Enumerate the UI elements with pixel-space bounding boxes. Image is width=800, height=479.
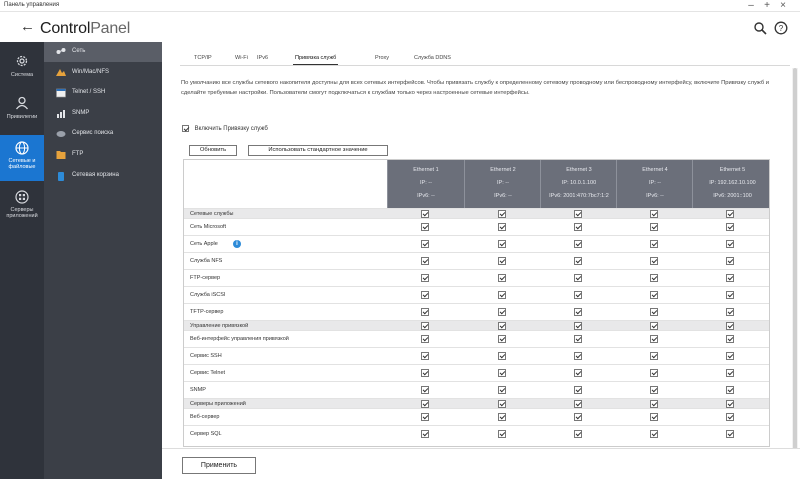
interface-name: Ethernet 4: [642, 167, 668, 173]
menu-item-label: Сеть: [72, 48, 86, 54]
tab-service-binding[interactable]: Привязка служб: [293, 52, 338, 66]
service-label: Сервер SQL: [190, 431, 222, 437]
binding-checkbox[interactable]: [574, 257, 582, 265]
interface-ipv6: IPv6: 2001:470:7bc7:1:2: [549, 193, 609, 199]
table-row: [184, 347, 770, 364]
binding-checkbox[interactable]: [421, 335, 429, 343]
app-header: [0, 12, 800, 42]
interface-ipv6: IPv6: --: [494, 193, 512, 199]
service-label: FTP-сервер: [190, 275, 221, 281]
binding-checkbox[interactable]: [726, 400, 734, 408]
binding-checkbox[interactable]: [574, 400, 582, 408]
interface-ip: IP: 10.0.1.100: [561, 180, 597, 186]
binding-checkbox[interactable]: [650, 274, 658, 282]
enable-binding-label: Включить Привязку служб: [194, 126, 268, 133]
column-header-ethernet-1: [387, 160, 464, 208]
column-header-ethernet-5: [692, 160, 770, 208]
info-icon[interactable]: i: [233, 240, 241, 248]
service-label: TFTP-сервер: [190, 309, 224, 315]
interface-ip: IP: 192.162.10.100: [709, 180, 756, 186]
binding-checkbox[interactable]: [650, 257, 658, 265]
binding-checkbox[interactable]: [650, 223, 658, 231]
help-icon[interactable]: [774, 21, 788, 35]
binding-checkbox[interactable]: [574, 240, 582, 248]
service-label: Служба NFS: [190, 258, 223, 264]
service-label: Служба iSCSI: [190, 292, 226, 298]
footer-bar: [162, 448, 800, 479]
binding-checkbox[interactable]: [421, 400, 429, 408]
interface-ipv6: IPv6: --: [417, 193, 435, 199]
column-header-ethernet-3: [540, 160, 617, 208]
interface-name: Ethernet 3: [566, 167, 592, 173]
group-label: Серверы приложений: [190, 401, 246, 407]
binding-checkbox[interactable]: [574, 291, 582, 299]
menu-item-snmp[interactable]: [44, 104, 162, 124]
app-logo: ControlPanel: [40, 20, 131, 37]
binding-checkbox[interactable]: [726, 210, 734, 218]
network-icon: [56, 47, 66, 57]
binding-checkbox[interactable]: [726, 386, 734, 394]
column-header-ethernet-2: [464, 160, 541, 208]
binding-checkbox[interactable]: [421, 240, 429, 248]
interface-ip: IP: --: [649, 180, 661, 186]
interface-name: Ethernet 2: [490, 167, 516, 173]
binding-checkbox[interactable]: [574, 223, 582, 231]
column-header-ethernet-4: [616, 160, 693, 208]
table-row: [184, 408, 770, 425]
maximize-button[interactable]: +: [764, 0, 770, 11]
binding-checkbox[interactable]: [421, 291, 429, 299]
rail-item-label: Серверы приложений: [6, 207, 38, 219]
binding-checkbox[interactable]: [421, 352, 429, 360]
binding-checkbox[interactable]: [726, 413, 734, 421]
content-scrollbar[interactable]: [792, 68, 798, 453]
binding-checkbox[interactable]: [498, 386, 506, 394]
tab-proxy[interactable]: Proxy: [375, 55, 390, 61]
binding-checkbox[interactable]: [574, 386, 582, 394]
table-header: [184, 160, 770, 208]
binding-checkbox[interactable]: [726, 352, 734, 360]
menu-item-ftp[interactable]: [44, 145, 162, 165]
binding-checkbox[interactable]: [421, 413, 429, 421]
binding-checkbox[interactable]: [650, 352, 658, 360]
table-group-row: [184, 320, 770, 330]
binding-checkbox[interactable]: [726, 240, 734, 248]
table-row: [184, 286, 770, 303]
window-titlebar: [0, 0, 800, 12]
menu-item-label: Telnet / SSH: [72, 89, 106, 95]
binding-checkbox[interactable]: [574, 335, 582, 343]
description-text: По умолчанию все службы сетевого накопителя доступны для всех сетевых интерфейсов. Чтобы привязать службу к определенному сетевому проводному или беспроводному интерфейсу, включите Привязку служб и сделайте требуемые настройки. Пользователи смогут подключаться к службам только через настроенные сетевые интерфейсы.: [181, 80, 770, 96]
binding-checkbox[interactable]: [650, 369, 658, 377]
rail-item-label: Привилегии: [6, 114, 38, 120]
table-row: [184, 269, 770, 286]
binding-checkbox[interactable]: [498, 413, 506, 421]
tab-ddns[interactable]: Служба DDNS: [414, 55, 451, 61]
search-icon[interactable]: [753, 21, 767, 35]
table-row: [184, 252, 770, 269]
binding-checkbox[interactable]: [726, 274, 734, 282]
enable-binding-checkbox-row[interactable]: [182, 125, 268, 132]
service-label: Веб-интерфейс управления привязкой: [190, 336, 289, 342]
binding-checkbox[interactable]: [498, 210, 506, 218]
binding-checkbox[interactable]: [726, 308, 734, 316]
interface-ip: IP: --: [420, 180, 432, 186]
globe-icon: [15, 141, 29, 155]
binding-checkbox[interactable]: [650, 386, 658, 394]
tab-tcp-ip[interactable]: TCP/IP: [194, 55, 212, 61]
binding-checkbox[interactable]: [498, 223, 506, 231]
svg-text:?: ?: [778, 24, 784, 33]
binding-checkbox[interactable]: [498, 369, 506, 377]
back-arrow-icon[interactable]: ←: [20, 18, 35, 35]
binding-checkbox[interactable]: [498, 400, 506, 408]
binding-checkbox[interactable]: [498, 291, 506, 299]
binding-checkbox[interactable]: [498, 308, 506, 316]
binding-checkbox[interactable]: [726, 430, 734, 438]
binding-checkbox[interactable]: [650, 413, 658, 421]
binding-checkbox[interactable]: [421, 386, 429, 394]
service-label: Сервис Telnet: [190, 370, 226, 376]
rail-item-privileges[interactable]: [0, 90, 44, 130]
binding-checkbox[interactable]: [726, 369, 734, 377]
binding-checkbox[interactable]: [498, 274, 506, 282]
binding-checkbox[interactable]: [574, 322, 582, 330]
window-title: Панель управления: [4, 2, 60, 8]
binding-checkbox[interactable]: [574, 413, 582, 421]
rail-item-system[interactable]: [0, 48, 44, 88]
group-label: Управление привязкой: [190, 323, 249, 329]
binding-checkbox[interactable]: [498, 257, 506, 265]
binding-checkbox[interactable]: [650, 291, 658, 299]
binding-checkbox[interactable]: [421, 308, 429, 316]
share-icon: [56, 68, 66, 78]
binding-checkbox[interactable]: [498, 352, 506, 360]
menu-item-network-recycle-bin[interactable]: [44, 166, 162, 186]
menu-item-label: FTP: [72, 151, 84, 157]
interface-ipv6: IPv6: 2001::100: [713, 193, 752, 199]
gear-icon: [15, 54, 29, 68]
binding-checkbox[interactable]: [574, 430, 582, 438]
menu-item-telnet-ssh[interactable]: [44, 83, 162, 103]
user-icon: [15, 96, 29, 110]
binding-checkbox[interactable]: [421, 223, 429, 231]
apps-icon: [15, 190, 29, 204]
rail-item-label: Сетевые и файловые: [8, 158, 36, 170]
table-group-row: [184, 398, 770, 408]
binding-checkbox[interactable]: [498, 335, 506, 343]
binding-checkbox[interactable]: [574, 352, 582, 360]
tab-ipv6[interactable]: IPv6: [257, 55, 269, 61]
interface-name: Ethernet 5: [719, 167, 746, 173]
table-row: [184, 364, 770, 381]
service-label: Веб-сервер: [190, 414, 220, 420]
binding-checkbox[interactable]: [574, 308, 582, 316]
minimize-button[interactable]: –: [748, 0, 754, 11]
service-label: Сеть Apple: [190, 241, 218, 247]
binding-checkbox[interactable]: [650, 308, 658, 316]
binding-checkbox[interactable]: [726, 322, 734, 330]
main-nav-rail: [0, 42, 44, 479]
interface-ipv6: IPv6: --: [646, 193, 664, 199]
use-default-button[interactable]: Использовать стандартное значение: [248, 145, 388, 156]
binding-checkbox[interactable]: [421, 430, 429, 438]
tab-divider: [180, 65, 790, 66]
service-label: Сеть Microsoft: [190, 224, 227, 230]
binding-checkbox[interactable]: [726, 257, 734, 265]
tab-wifi[interactable]: Wi-Fi: [235, 55, 248, 61]
refresh-button[interactable]: Обновить: [189, 145, 237, 156]
recycle-bin-icon: [56, 171, 66, 181]
binding-checkbox[interactable]: [421, 369, 429, 377]
binding-checkbox[interactable]: [650, 210, 658, 218]
menu-item-search-service[interactable]: [44, 124, 162, 144]
binding-checkbox[interactable]: [574, 369, 582, 377]
binding-checkbox[interactable]: [421, 210, 429, 218]
table-group-row: [184, 208, 770, 218]
binding-checkbox[interactable]: [726, 335, 734, 343]
binding-checkbox[interactable]: [650, 335, 658, 343]
group-label: Сетевые службы: [190, 211, 234, 217]
service-label: SNMP: [190, 387, 206, 393]
service-binding-table: [183, 159, 770, 447]
binding-checkbox[interactable]: [726, 223, 734, 231]
binding-checkbox[interactable]: [421, 322, 429, 330]
interface-ip: IP: --: [497, 180, 509, 186]
binding-checkbox[interactable]: [650, 322, 658, 330]
menu-item-label: Win/Mac/NFS: [72, 69, 110, 75]
enable-binding-checkbox[interactable]: [182, 125, 189, 132]
menu-item-label: SNMP: [72, 110, 90, 116]
binding-checkbox[interactable]: [650, 430, 658, 438]
sub-menu: [44, 42, 162, 479]
binding-checkbox[interactable]: [498, 322, 506, 330]
table-row: [184, 218, 770, 235]
binding-checkbox[interactable]: [421, 257, 429, 265]
menu-item-label: Сетевая корзина: [72, 172, 119, 178]
table-row: [184, 330, 770, 347]
binding-checkbox[interactable]: [650, 400, 658, 408]
terminal-icon: [56, 88, 66, 98]
table-row: [184, 381, 770, 398]
menu-item-win-mac-nfs[interactable]: [44, 63, 162, 83]
table-row: [184, 425, 770, 442]
rail-item-app-servers[interactable]: [0, 184, 44, 228]
rail-item-label: Система: [10, 72, 34, 78]
binding-checkbox[interactable]: [421, 274, 429, 282]
binding-checkbox[interactable]: [498, 430, 506, 438]
binding-checkbox[interactable]: [574, 274, 582, 282]
menu-item-network[interactable]: [44, 42, 162, 62]
table-row: [184, 235, 770, 252]
binding-checkbox[interactable]: [726, 291, 734, 299]
menu-item-label: Сервис поиска: [72, 130, 114, 136]
tab-bar: [162, 52, 792, 66]
ftp-icon: [56, 150, 66, 160]
binding-checkbox[interactable]: [650, 240, 658, 248]
apply-button[interactable]: Применить: [182, 457, 256, 474]
interface-name: Ethernet 1: [413, 167, 439, 173]
binding-checkbox[interactable]: [498, 240, 506, 248]
rail-item-network-file[interactable]: [0, 135, 44, 181]
snmp-icon: [56, 109, 66, 119]
close-button[interactable]: ×: [780, 0, 786, 11]
table-row: [184, 303, 770, 320]
binding-checkbox[interactable]: [574, 210, 582, 218]
search-service-icon: [56, 129, 66, 139]
service-label: Сервис SSH: [190, 353, 222, 359]
content-panel: [162, 42, 800, 479]
scrollbar-thumb[interactable]: [793, 68, 797, 453]
